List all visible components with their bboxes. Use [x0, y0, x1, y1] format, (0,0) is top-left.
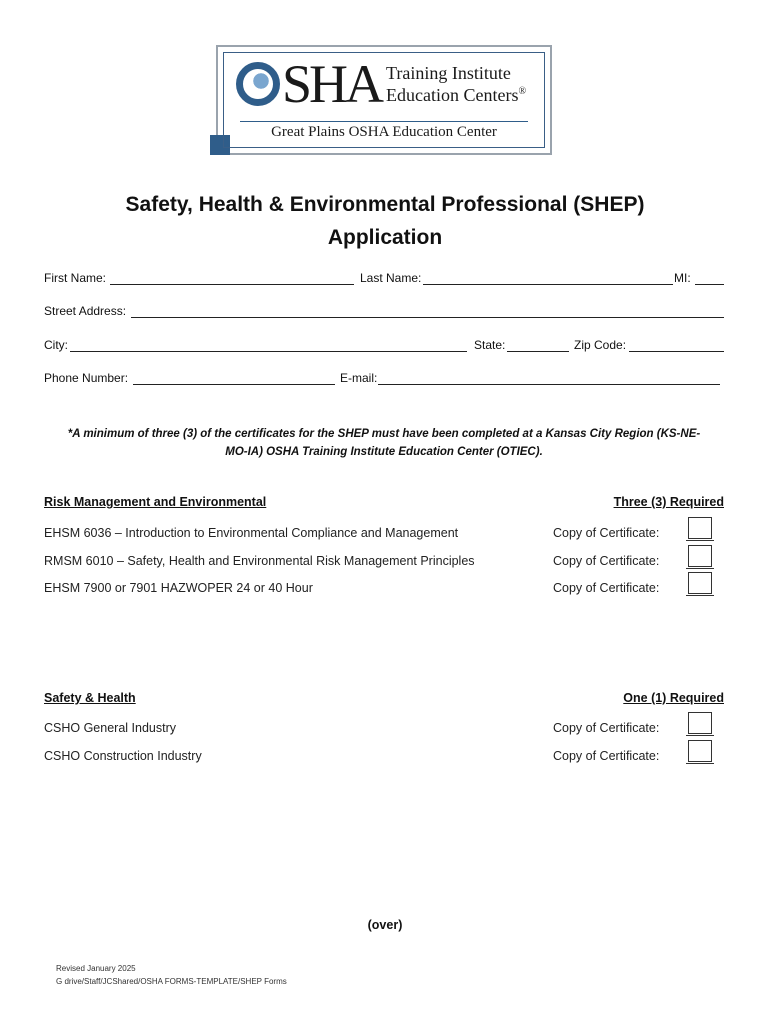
logo-subtitle: Great Plains OSHA Education Center [271, 124, 497, 140]
email-label: E-mail: [340, 371, 378, 385]
copy-certificate-label: Copy of Certificate: [553, 526, 660, 540]
certificate-checkbox[interactable] [688, 712, 712, 734]
city-field[interactable] [70, 351, 467, 352]
course-item-csho-construction: CSHO Construction Industry [44, 749, 202, 763]
logo-reg-mark: ® [518, 86, 527, 97]
checkbox-underline [686, 568, 714, 569]
course-item-rmsm-6010: RMSM 6010 – Safety, Health and Environmental Risk Management Principles [44, 554, 475, 568]
checkbox-underline [686, 595, 714, 596]
last-name-label: Last Name: [360, 271, 422, 285]
course-item-ehsm-6036: EHSM 6036 – Introduction to Environmental Compliance and Management [44, 526, 459, 540]
page-title: Safety, Health & Environmental Professional (SHEP) [125, 193, 645, 216]
requirement-note-line-2: MO-IA) OSHA Training Institute Education Center (OTIEC). [225, 446, 543, 458]
city-label: City: [44, 338, 68, 352]
page-title-line-2: Application [327, 226, 443, 249]
street-address-label: Street Address: [44, 304, 127, 318]
email-field[interactable] [378, 384, 720, 385]
checkbox-underline [686, 540, 714, 541]
over-note: (over) [367, 918, 403, 932]
file-path: G drive/Staff/JCShared/OSHA FORMS-TEMPLATE/SHEP Forms [56, 977, 287, 986]
risk-section-heading: Risk Management and Environmental [44, 495, 267, 509]
last-name-field[interactable] [423, 284, 673, 285]
revised-date: Revised January 2025 [56, 964, 136, 973]
contact-row [44, 371, 724, 389]
logo-wordmark: SHA [236, 57, 381, 111]
checkbox-underline [686, 735, 714, 736]
copy-certificate-label: Copy of Certificate: [553, 721, 660, 735]
copy-certificate-label: Copy of Certificate: [553, 581, 660, 595]
requirement-note-line-1: *A minimum of three (3) of the certificates for the SHEP must have been completed at a Kansas City Region (KS-NE- [67, 428, 701, 440]
copy-certificate-label: Copy of Certificate: [553, 554, 660, 568]
logo-tagline-2: Education Centers® [386, 85, 527, 105]
logo-tagline-1: Training Institute [386, 63, 511, 83]
logo-frame [223, 52, 545, 148]
zip-code-label: Zip Code: [574, 338, 627, 352]
name-row [44, 271, 724, 289]
state-label: State: [474, 338, 506, 352]
checkbox-underline [686, 763, 714, 764]
course-item-csho-general: CSHO General Industry [44, 721, 176, 735]
zip-code-field[interactable] [629, 351, 724, 352]
safety-required-note: One (1) Required [623, 691, 724, 705]
first-name-label: First Name: [44, 271, 107, 285]
copy-certificate-label: Copy of Certificate: [553, 749, 660, 763]
safety-section-heading: Safety & Health [44, 691, 136, 705]
mi-label: MI: [674, 271, 691, 285]
street-row [44, 304, 724, 322]
certificate-checkbox[interactable] [688, 740, 712, 762]
osha-logo [216, 45, 552, 155]
certificate-checkbox[interactable] [688, 545, 712, 567]
first-name-field[interactable] [110, 284, 354, 285]
certificate-checkbox[interactable] [688, 517, 712, 539]
city-row [44, 338, 724, 356]
phone-number-label: Phone Number: [44, 371, 129, 385]
phone-number-field[interactable] [133, 384, 335, 385]
risk-required-note: Three (3) Required [613, 495, 724, 509]
requirement-note [44, 425, 724, 461]
logo-divider [240, 121, 528, 122]
street-address-field[interactable] [131, 317, 724, 318]
logo-globe-icon [236, 62, 280, 106]
course-item-ehsm-7900: EHSM 7900 or 7901 HAZWOPER 24 or 40 Hour [44, 581, 313, 595]
state-field[interactable] [507, 351, 569, 352]
certificate-checkbox[interactable] [688, 572, 712, 594]
mi-field[interactable] [695, 284, 724, 285]
